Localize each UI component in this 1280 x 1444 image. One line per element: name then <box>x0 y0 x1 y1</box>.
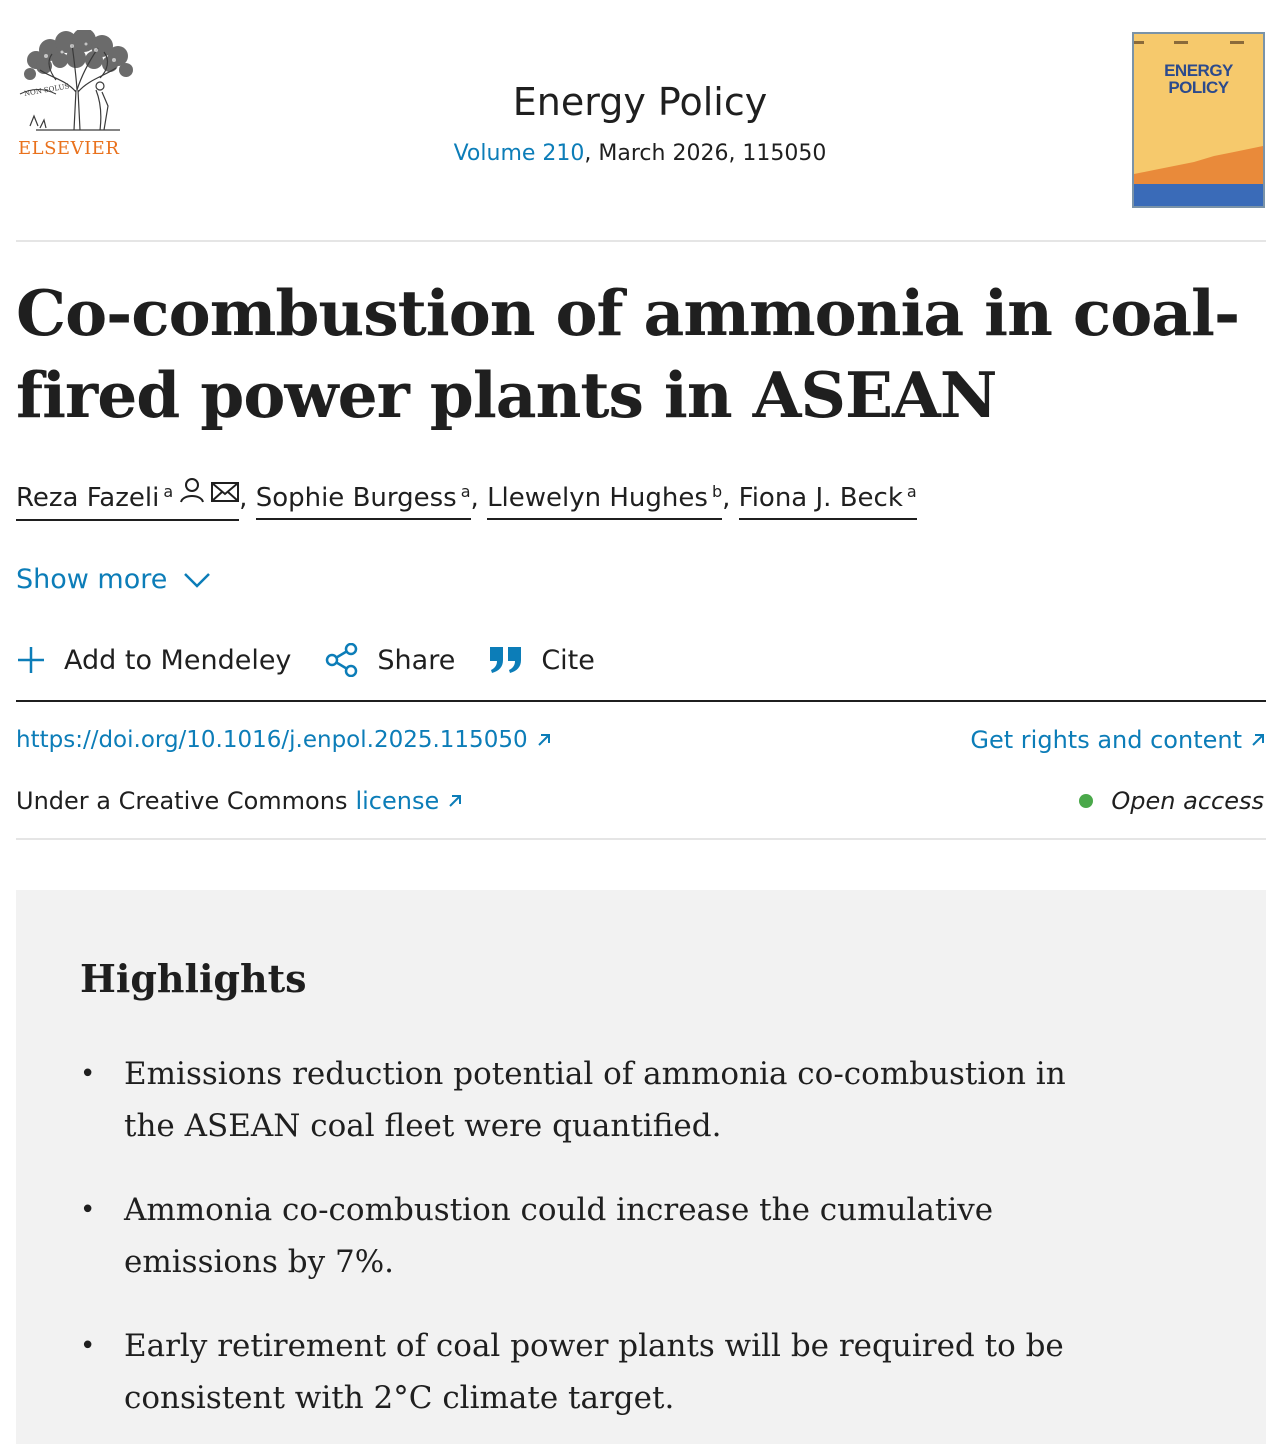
doi-link[interactable] <box>16 724 552 756</box>
bullet-icon: • <box>80 1059 96 1089</box>
add-to-mendeley-button[interactable] <box>16 645 291 676</box>
mendeley-label: Add to Mendeley <box>64 644 292 676</box>
open-access-dot-icon <box>1079 794 1093 808</box>
highlight-item <box>80 1048 1080 1152</box>
author-name: Reza Fazeli <box>16 483 160 513</box>
issue-details: , March 2026, 115050 <box>584 141 827 166</box>
open-access-label: Open access <box>1111 787 1264 815</box>
license-text: license <box>355 787 440 815</box>
cite-button[interactable] <box>489 645 595 676</box>
author-affiliation: b <box>711 482 723 501</box>
masthead-divider <box>16 240 1266 242</box>
author-separator: , <box>470 483 479 513</box>
cover-title <box>1134 62 1263 96</box>
author-name: Fiona J. Beck <box>738 483 903 513</box>
author-link-llewelyn-hughes[interactable] <box>487 478 722 520</box>
metadata-divider <box>16 838 1266 840</box>
external-link-arrow-icon <box>447 793 463 809</box>
article-title: Co-combustion of ammonia in coal-fired power plants in ASEAN <box>16 276 1240 432</box>
author-link-sophie-burgess[interactable] <box>256 478 471 520</box>
volume-link[interactable]: Volume 210 <box>453 141 585 166</box>
author-list <box>16 478 917 522</box>
journal-info <box>340 78 940 168</box>
external-link-arrow-icon <box>536 732 552 748</box>
get-rights-link[interactable] <box>970 724 1266 756</box>
cover-artwork <box>1134 136 1263 206</box>
license-statement <box>16 785 463 817</box>
chevron-down-icon <box>183 572 211 588</box>
highlights-title: Highlights <box>80 956 307 1001</box>
highlight-text: Emissions reduction potential of ammonia co-combustion in the ASEAN coal fleet were quantified. <box>124 1056 1066 1144</box>
cover-title-line2: POLICY <box>1168 78 1229 97</box>
license-prefix: Under a Creative Commons <box>16 787 348 815</box>
author-name: Llewelyn Hughes <box>487 483 708 513</box>
journal-title-link[interactable]: Energy Policy <box>512 80 768 124</box>
bullet-icon: • <box>80 1195 96 1225</box>
highlight-item <box>80 1320 1080 1424</box>
author-affiliation: a <box>906 482 917 501</box>
doi-text: https://doi.org/10.1016/j.enpol.2025.115050 <box>16 727 528 753</box>
show-more-button[interactable] <box>16 562 211 598</box>
highlights-section <box>16 890 1266 1444</box>
author-separator: , <box>722 483 731 513</box>
bullet-icon: • <box>80 1331 96 1361</box>
share-button[interactable] <box>325 643 455 677</box>
highlight-text: Early retirement of coal power plants will be required to be consistent with 2°C climate target. <box>124 1328 1064 1416</box>
author-link-reza-fazeli[interactable] <box>16 478 239 521</box>
plus-icon <box>16 645 46 675</box>
cite-label: Cite <box>541 644 595 676</box>
author-name: Sophie Burgess <box>255 483 457 513</box>
elsevier-tree-icon <box>16 30 138 134</box>
share-label: Share <box>377 644 456 676</box>
journal-issue-meta <box>340 140 940 168</box>
svg-text:NON SOLUS: NON SOLUS <box>23 82 70 99</box>
license-link[interactable] <box>355 785 463 817</box>
elsevier-wordmark: ELSEVIER <box>18 138 120 159</box>
external-link-arrow-icon <box>1250 732 1266 748</box>
author-affiliation: a <box>460 482 471 501</box>
quote-icon <box>489 646 523 674</box>
journal-masthead <box>0 0 1280 242</box>
author-affiliation: a <box>163 482 174 501</box>
open-access-badge <box>1079 785 1264 817</box>
author-separator: , <box>239 483 248 513</box>
highlights-list <box>80 1048 1080 1444</box>
person-icon <box>179 475 205 515</box>
cover-title-line1: ENERGY <box>1164 61 1233 80</box>
show-more-label: Show more <box>16 564 168 595</box>
rights-text: Get rights and content <box>970 726 1242 754</box>
author-link-fiona-beck[interactable] <box>739 478 917 520</box>
toolbar-divider <box>16 700 1266 702</box>
share-icon <box>325 643 359 677</box>
highlight-text: Ammonia co-combustion could increase the cumulative emissions by 7%. <box>124 1192 994 1280</box>
envelope-icon <box>211 475 239 515</box>
elsevier-logo[interactable] <box>16 30 138 170</box>
journal-cover-image[interactable] <box>1132 32 1265 208</box>
article-toolbar <box>16 636 629 684</box>
cover-header-marks <box>1134 40 1247 46</box>
highlight-item <box>80 1184 1080 1288</box>
